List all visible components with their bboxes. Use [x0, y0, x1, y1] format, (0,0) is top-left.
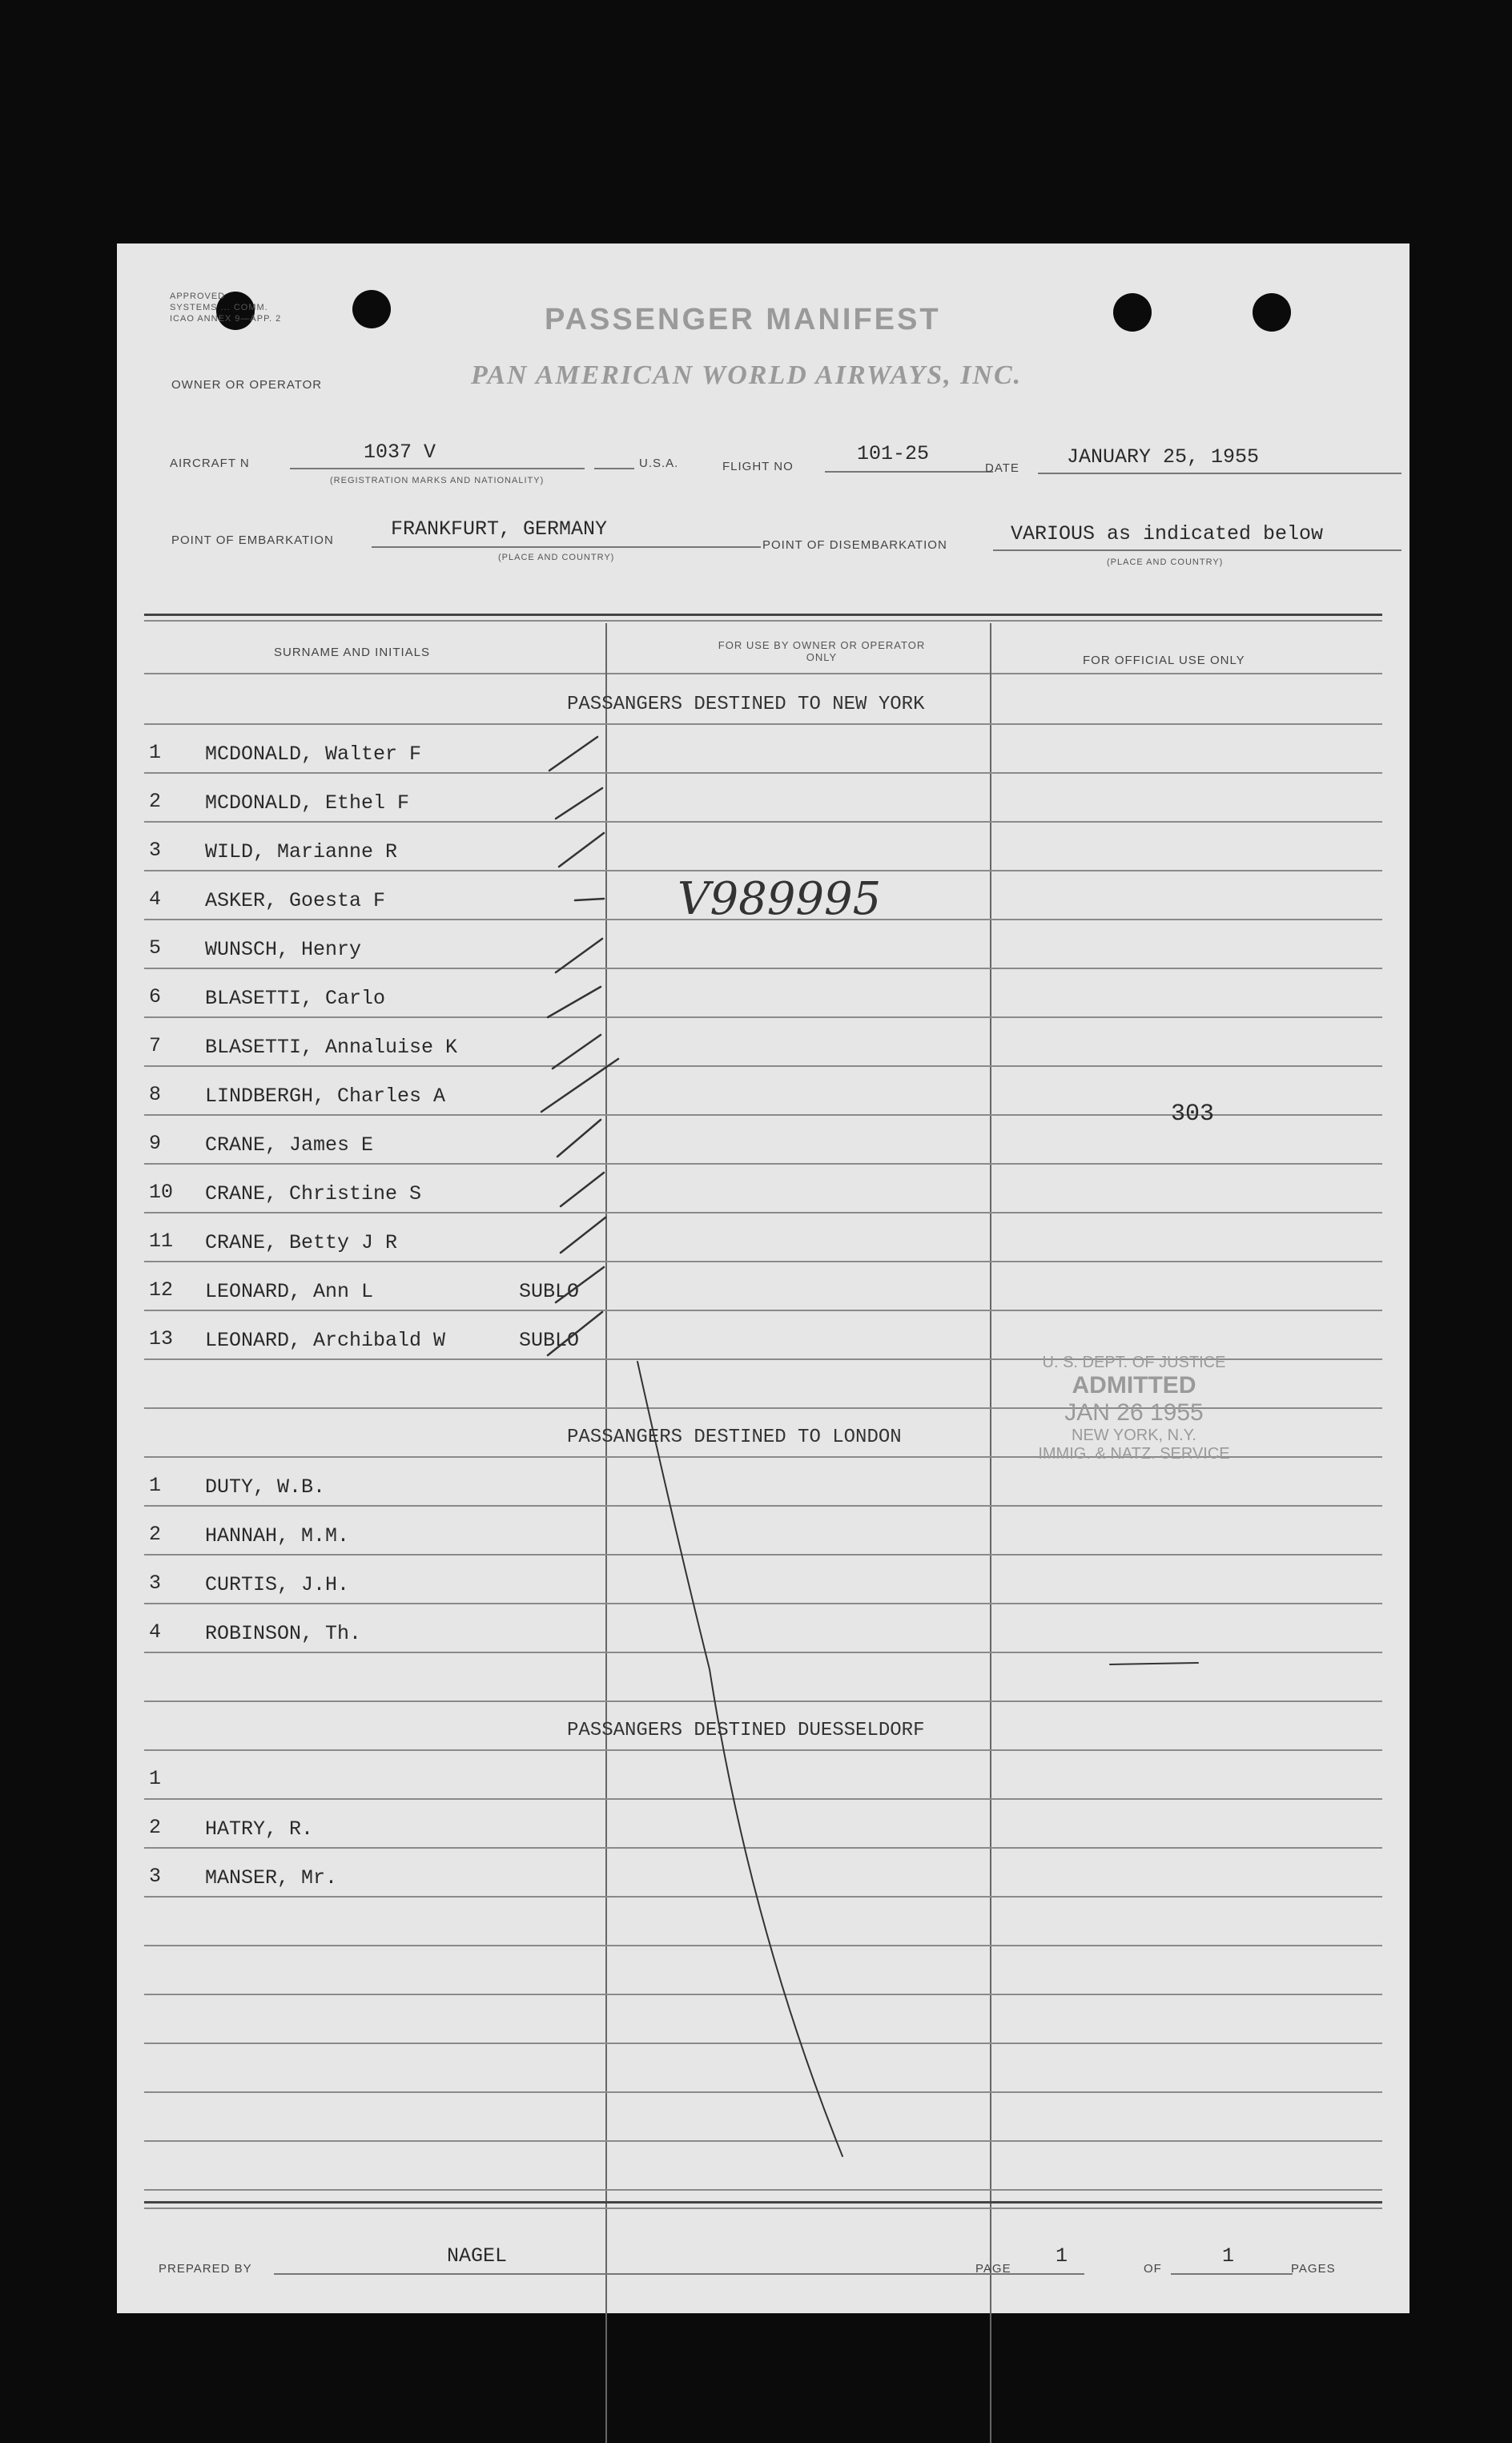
- row-number: 9: [149, 1132, 162, 1155]
- embarkation-label: POINT OF EMBARKATION: [171, 533, 334, 547]
- passenger-name: CRANE, Betty J R: [205, 1231, 398, 1254]
- row-number: 3: [149, 1572, 162, 1595]
- form-reference-3: ICAO ANNEX 9—APP. 2: [170, 314, 282, 324]
- passenger-name: DUTY, W.B.: [205, 1475, 326, 1499]
- of-pages-value: 1: [1222, 2244, 1235, 2268]
- passenger-name: CRANE, Christine S: [205, 1182, 422, 1205]
- date-value: JANUARY 25, 1955: [1067, 445, 1260, 469]
- stamp-line: IMMIG. & NATZ. SERVICE: [1038, 1445, 1230, 1463]
- passenger-name: WUNSCH, Henry: [205, 938, 362, 961]
- passenger-name: MANSER, Mr.: [205, 1866, 338, 1890]
- row-number: 10: [149, 1181, 174, 1204]
- section-heading: PASSANGERS DESTINED TO LONDON: [567, 1427, 902, 1448]
- passenger-name: ROBINSON, Th.: [205, 1622, 362, 1645]
- row-number: 6: [149, 985, 162, 1008]
- flight-label: FLIGHT NO: [722, 460, 794, 473]
- passenger-name: MCDONALD, Walter F: [205, 743, 422, 766]
- row-number: 2: [149, 1523, 162, 1546]
- row-number: 8: [149, 1083, 162, 1106]
- row-number: 13: [149, 1327, 174, 1350]
- passenger-name: LINDBERGH, Charles A: [205, 1085, 446, 1108]
- admitted-stamp: [950, 1354, 1318, 1463]
- date-label: DATE: [985, 461, 1019, 475]
- column-header-official-use: FOR OFFICIAL USE ONLY: [1083, 654, 1245, 667]
- underline: [1171, 2273, 1293, 2275]
- flight-value: 101-25: [857, 442, 930, 465]
- passenger-name: HANNAH, M.M.: [205, 1524, 350, 1548]
- stamp-line: U. S. DEPT. OF JUSTICE: [1042, 1354, 1226, 1371]
- of-label: OF: [1144, 2262, 1162, 2276]
- place-country-note: (PLACE AND COUNTRY): [1107, 557, 1224, 567]
- row-number: 2: [149, 790, 162, 813]
- disembarkation-label: POINT OF DISEMBARKATION: [762, 538, 947, 552]
- passenger-name: MCDONALD, Ethel F: [205, 791, 410, 815]
- handwritten-number: V989995: [678, 873, 882, 925]
- row-remark: SUBLO: [519, 1329, 580, 1352]
- registration-note: (REGISTRATION MARKS AND NATIONALITY): [330, 476, 545, 485]
- stamp-line: JAN 26 1955: [1064, 1399, 1204, 1426]
- row-number: 1: [149, 741, 162, 764]
- embarkation-value: FRANKFURT, GERMANY: [391, 517, 608, 541]
- aircraft-label: AIRCRAFT N: [170, 457, 250, 470]
- row-number: 11: [149, 1230, 174, 1253]
- form-reference-1: APPROVED: [170, 292, 226, 301]
- underline: [274, 2273, 1084, 2275]
- aircraft-value: 1037 V: [364, 441, 436, 464]
- stamp-line: ADMITTED: [1072, 1372, 1196, 1399]
- place-country-note: (PLACE AND COUNTRY): [498, 553, 615, 562]
- row-remark: SUBLO: [519, 1280, 580, 1303]
- page-value: 1: [1056, 2244, 1068, 2268]
- passenger-name: ASKER, Goesta F: [205, 889, 386, 912]
- prepared-by-value: NAGEL: [447, 2244, 508, 2268]
- row-number: 2: [149, 1816, 162, 1839]
- prepared-by-label: PREPARED BY: [159, 2262, 252, 2276]
- row-number: 4: [149, 1620, 162, 1644]
- row-number: 1: [149, 1474, 162, 1497]
- row-number: 3: [149, 1865, 162, 1888]
- passenger-name: CURTIS, J.H.: [205, 1573, 350, 1596]
- row-number: 7: [149, 1034, 162, 1057]
- form-reference-2: SYSTEMS ... COMM.: [170, 303, 268, 312]
- row-number: 3: [149, 839, 162, 862]
- passenger-name: BLASETTI, Annaluise K: [205, 1036, 458, 1059]
- passenger-name: WILD, Marianne R: [205, 840, 398, 863]
- section-heading: PASSANGERS DESTINED TO NEW YORK: [567, 694, 925, 715]
- column-header-surname: SURNAME AND INITIALS: [274, 646, 431, 659]
- disembarkation-value: VARIOUS as indicated below: [1011, 522, 1324, 545]
- passenger-name: LEONARD, Ann L: [205, 1280, 374, 1303]
- official-note: 303: [1171, 1101, 1215, 1128]
- row-number: 5: [149, 936, 162, 960]
- row-number: 4: [149, 887, 162, 911]
- manifest-sheet: [117, 243, 1409, 2313]
- passenger-name: HATRY, R.: [205, 1817, 314, 1841]
- airline-name: PAN AMERICAN WORLD AIRWAYS, INC.: [471, 360, 1023, 390]
- page-label: PAGE: [975, 2262, 1011, 2276]
- passenger-name: LEONARD, Archibald W: [205, 1329, 446, 1352]
- owner-label: OWNER OR OPERATOR: [171, 378, 323, 392]
- form-title: PASSENGER MANIFEST: [545, 303, 941, 336]
- passenger-name: CRANE, James E: [205, 1133, 374, 1157]
- stamp-line: NEW YORK, N.Y.: [1072, 1427, 1196, 1444]
- pages-label: PAGES: [1291, 2262, 1336, 2276]
- column-header-owner-use: FOR USE BY OWNER OR OPERATOR ONLY: [718, 639, 926, 663]
- row-number: 1: [149, 1767, 162, 1790]
- passenger-name: BLASETTI, Carlo: [205, 987, 386, 1010]
- row-number: 12: [149, 1278, 174, 1302]
- usa-label: U.S.A.: [639, 457, 679, 470]
- handwritten-marks: [117, 243, 1409, 2313]
- section-heading: PASSANGERS DESTINED DUESSELDORF: [567, 1720, 925, 1741]
